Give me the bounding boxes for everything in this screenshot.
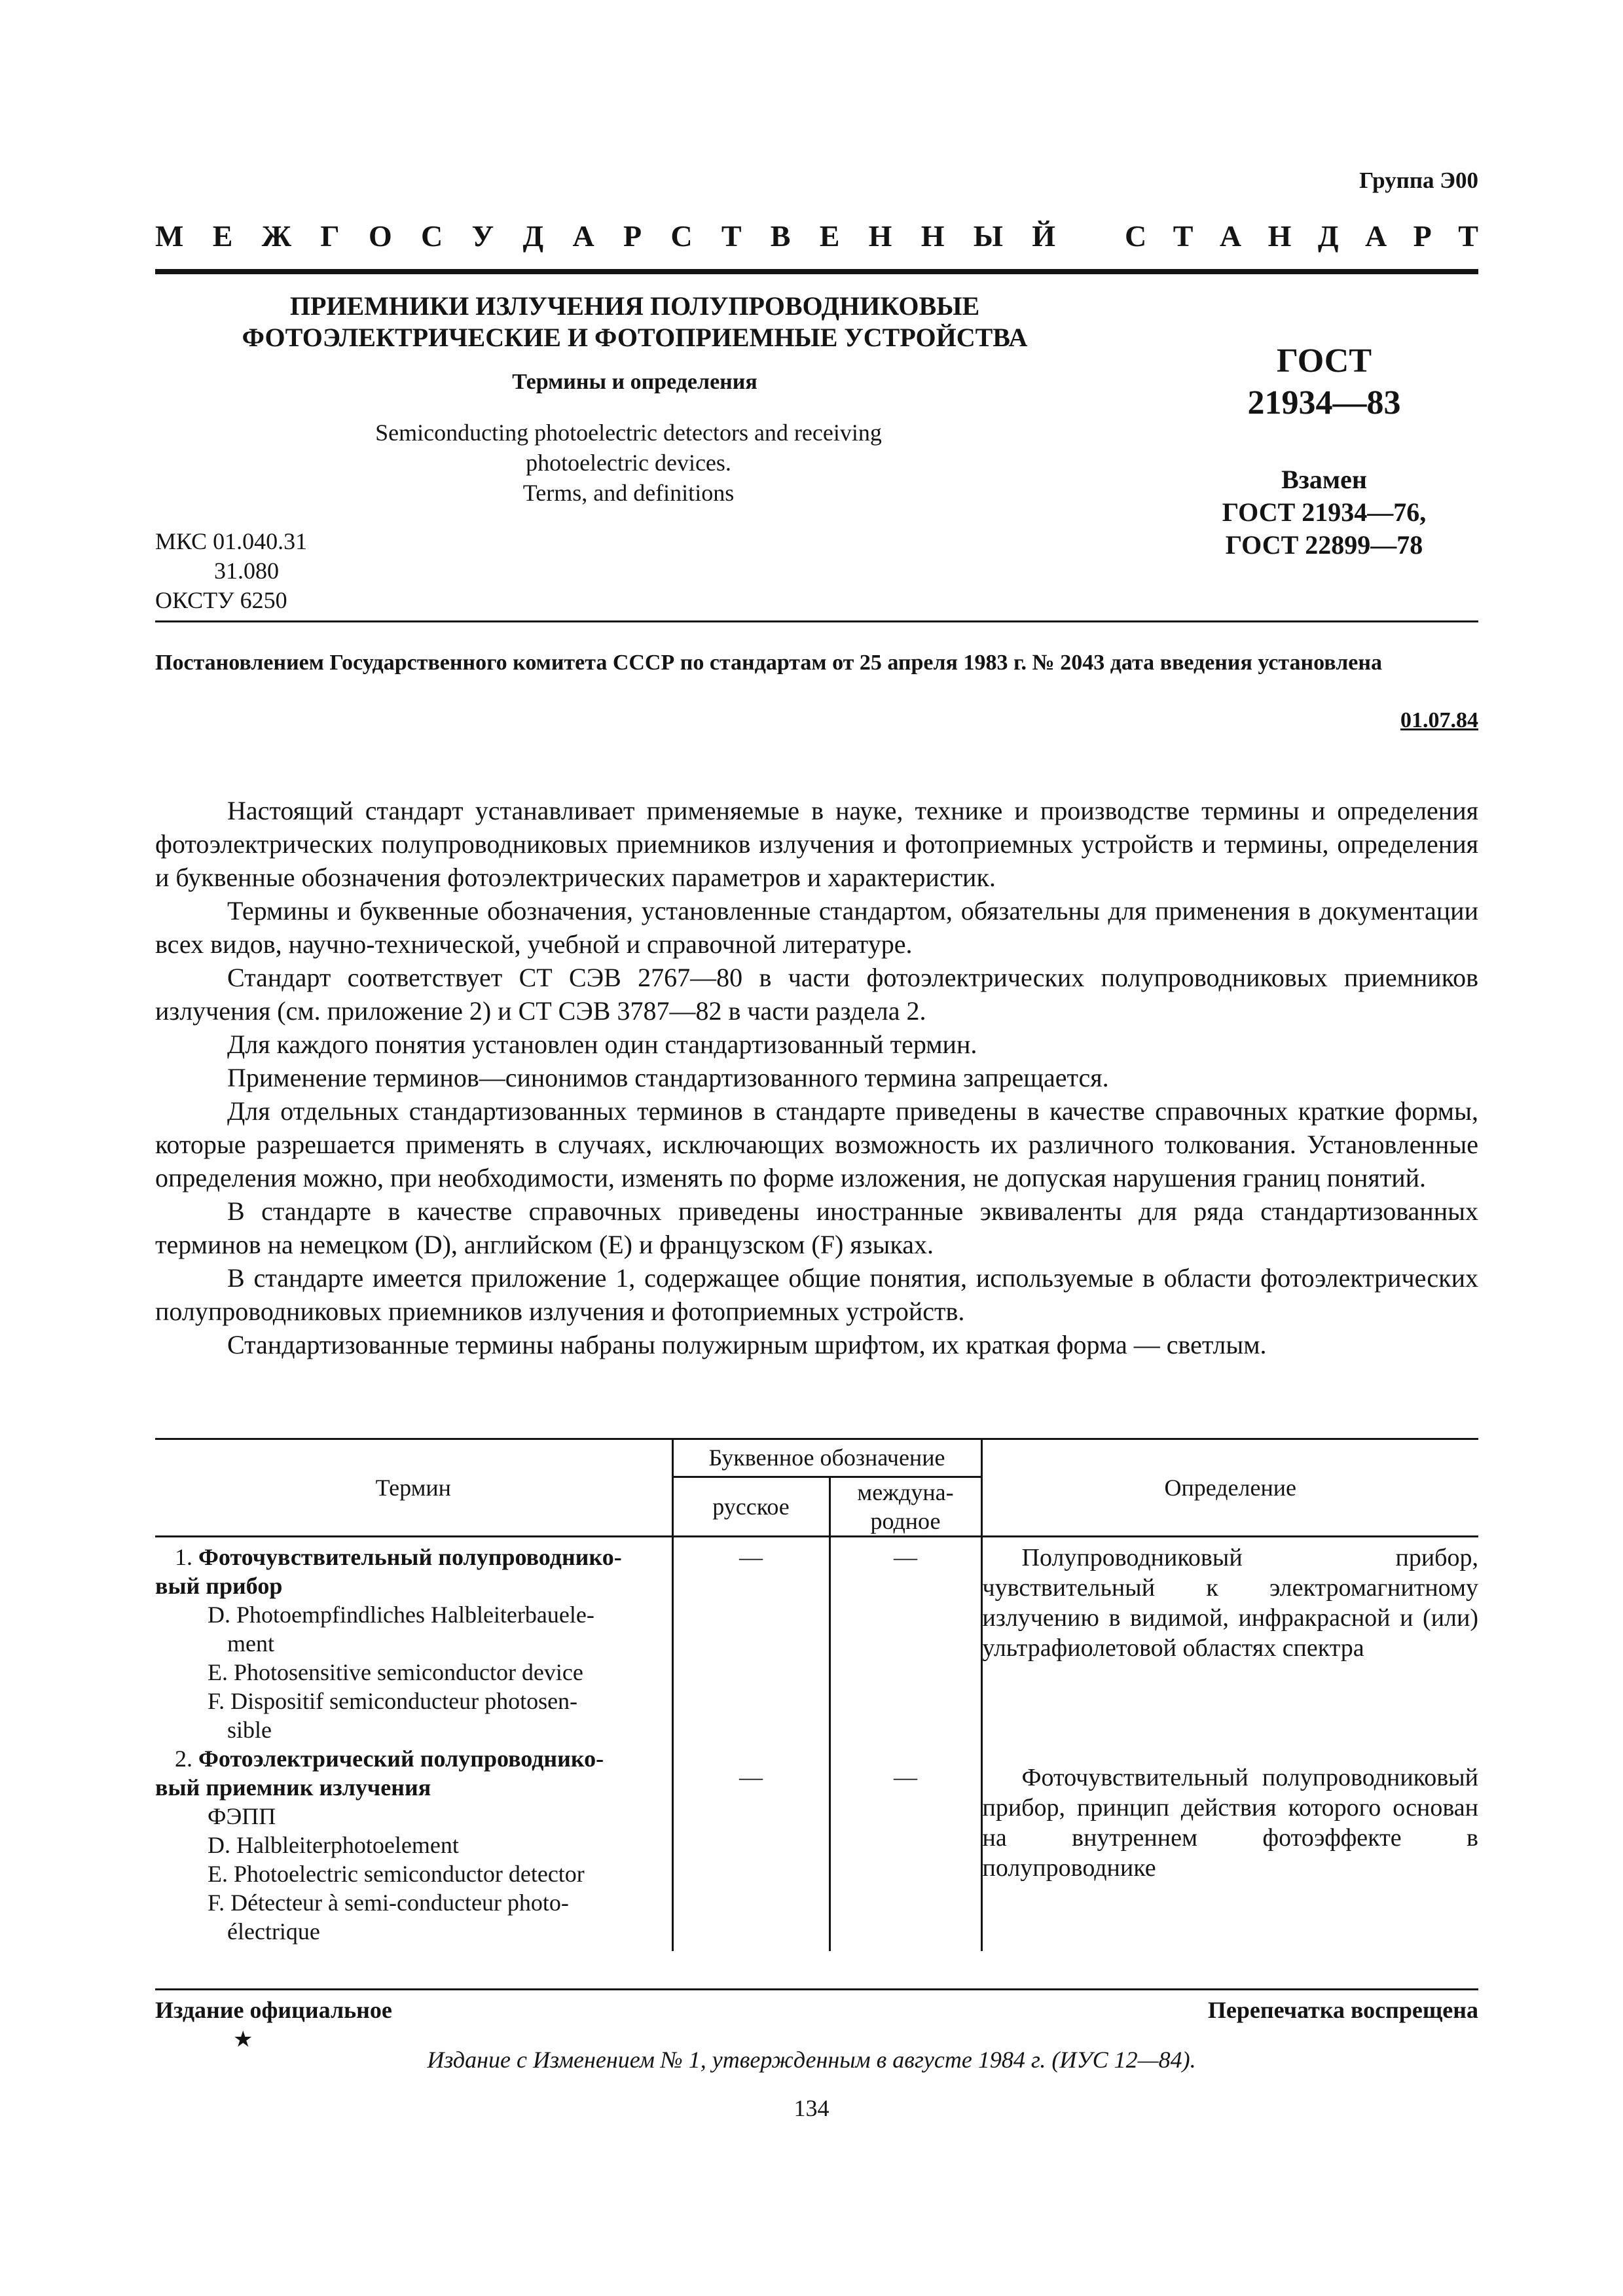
col-header-russian: русское	[672, 1477, 830, 1536]
intro-paragraph: Термины и буквенные обозначения, установленные стандартом, обязательны для применения в документации всех видов, научно-технической, учебной и справочной литературе.	[155, 896, 1478, 959]
title-line-2: ФОТОЭЛЕКТРИЧЕСКИЕ И ФОТОПРИЕМНЫЕ УСТРОЙСТВА	[242, 323, 1028, 352]
title-line-1: ПРИЕМНИКИ ИЗЛУЧЕНИЯ ПОЛУПРОВОДНИКОВЫЕ	[289, 291, 980, 321]
equivalent-en: E. Photoelectric semiconductor detector	[208, 1860, 585, 1887]
col-header-letter-designation: Буквенное обозначение	[672, 1440, 981, 1477]
intro-paragraph: В стандарте имеется приложение 1, содержащее общие понятия, используемые в области фотоэлектрических полупроводниковых приемников излучения и фотоприемных устройств.	[155, 1263, 1478, 1326]
equivalent-de: D. Photoempfindliches Halbleiterbauele-	[208, 1601, 594, 1628]
col-header-term: Термин	[155, 1440, 672, 1536]
term-line-1: 2. Фотоэлектрический полупроводнико-	[175, 1745, 604, 1772]
replaces-standard-1: ГОСТ 21934—76,	[1222, 497, 1427, 527]
heading-word-standard: С Т А Н Д А Р Т	[1125, 219, 1478, 253]
intro-paragraph: В стандарте в качестве справочных приведены иностранные эквиваленты для ряда стандартизованных терминов на немецком (D), английском (E) и французском (F) языках.	[155, 1196, 1478, 1259]
mks-code-1: МКС 01.040.31	[155, 528, 308, 554]
definition-text: Полупроводниковый прибор, чувствительный к электромагнитному излучению в видимой, инфракрасной и (или) ультрафиолетовой областях спектра	[982, 1543, 1478, 1662]
russian-designation: —	[672, 1744, 830, 1951]
replaces-block	[1172, 463, 1476, 562]
gost-number: 21934—83	[1247, 384, 1401, 422]
equivalent-fr: F. Détecteur à semi-conducteur photo-	[208, 1889, 569, 1916]
english-title-line-3: Terms, and definitions	[522, 480, 735, 506]
intro-paragraph: Применение терминов—синонимов стандартизованного термина запрещается.	[227, 1063, 1109, 1092]
equivalent-de-cont: ment	[227, 1630, 274, 1657]
group-code: Группа Э00	[1359, 168, 1478, 193]
intro-paragraph: Настоящий стандарт устанавливает применяемые в науке, технике и производстве термины и определения фотоэлектрических полупроводниковых приемников излучения и фотоприемных устройств и термины, определения и буквенные обозначения фотоэлектрических параметров и характеристик.	[155, 796, 1478, 892]
term-line-2: вый прибор	[155, 1572, 283, 1599]
equivalent-fr-cont: sible	[227, 1716, 272, 1743]
replaces-label: Взамен	[1281, 465, 1367, 494]
english-title-line-2: photoelectric devices.	[526, 450, 731, 476]
star-icon: ★	[233, 2028, 253, 2052]
english-title-line-1: Semiconducting photoelectric detectors and receiving	[375, 420, 882, 446]
russian-designation: —	[672, 1536, 830, 1744]
document-subtitle: Термины и определения	[512, 370, 757, 394]
term-line-2: вый приемник излучения	[155, 1774, 431, 1801]
classification-codes	[155, 527, 307, 615]
col-header-international	[830, 1477, 981, 1536]
definition-cell	[981, 1536, 1478, 1744]
international-designation: —	[830, 1744, 981, 1951]
resolution-text: Постановлением Государственного комитета СССР по стандартам от 25 апреля 1983 г. № 2043 дата введения установлена	[155, 651, 1382, 675]
intro-paragraph: Стандартизованные термины набраны полужирным шрифтом, их краткая форма — светлым.	[227, 1330, 1267, 1359]
heading-word-interstate: М Е Ж Г О С У Д А Р С Т В Е Н Н Ы Й	[155, 219, 1055, 253]
term-cell	[155, 1536, 672, 1744]
short-form: ФЭПП	[208, 1803, 276, 1829]
col-header-international-line-2: родное	[870, 1507, 941, 1534]
intro-paragraph: Стандарт соответствует СТ СЭВ 2767—80 в части фотоэлектрических полупроводниковых приемников излучения (см. приложение 2) и СТ СЭВ 3787—82 в части раздела 2.	[155, 963, 1478, 1026]
definition-text: Фоточувствительный полупроводниковый прибор, принцип действия которого основан на внутреннем фотоэффекте в полупроводнике	[982, 1763, 1478, 1882]
term-cell	[155, 1744, 672, 1951]
table-row	[155, 1744, 1478, 1951]
replaces-standard-2: ГОСТ 22899—78	[1225, 530, 1423, 560]
mks-code-2: 31.080	[214, 558, 279, 584]
gost-designation	[1172, 340, 1476, 424]
international-designation: —	[830, 1536, 981, 1744]
intro-text	[155, 794, 1478, 1361]
edition-note: Издание с Изменением № 1, утвержденным в августе 1984 г. (ИУС 12—84).	[427, 2047, 1196, 2073]
official-edition-label: Издание официальное	[155, 1997, 392, 2023]
okstu-code: ОКСТУ 6250	[155, 587, 287, 613]
introduction-date: 01.07.84	[1400, 708, 1478, 732]
english-title	[314, 418, 943, 508]
page-number: 134	[793, 2095, 830, 2121]
reprint-prohibited-label: Перепечатка воспрещена	[1207, 1997, 1478, 2023]
table-row	[155, 1536, 1478, 1744]
col-header-international-line-1: междуна-	[857, 1479, 954, 1505]
term-line-1: 1. Фоточувствительный полупроводнико-	[175, 1543, 622, 1570]
header-rule	[155, 269, 1478, 274]
equivalent-de: D. Halbleiterphotoelement	[208, 1831, 459, 1858]
intro-paragraph: Для каждого понятия установлен один стандартизованный термин.	[227, 1030, 977, 1059]
equivalent-fr-cont: électrique	[227, 1918, 320, 1945]
equivalent-en: E. Photosensitive semiconductor device	[208, 1659, 583, 1685]
equivalent-fr: F. Dispositif semiconducteur photosen-	[208, 1687, 578, 1714]
document-title	[155, 291, 1114, 353]
standard-type-heading	[155, 219, 1478, 253]
intro-paragraph: Для отдельных стандартизованных терминов в стандарте приведены в качестве справочных краткие формы, которые разрешается применять в случаях, исключающих возможность их различного толкования. Установленные определения можно, при необходимости, изменять по форме изложения, не допуская нарушения границ понятий.	[155, 1096, 1478, 1193]
footer-rule	[155, 1988, 1478, 1990]
col-header-definition: Определение	[981, 1440, 1478, 1536]
terms-table	[155, 1440, 1478, 1951]
gost-label: ГОСТ	[1276, 342, 1372, 380]
title-block-rule	[155, 620, 1478, 622]
definition-cell	[981, 1744, 1478, 1951]
